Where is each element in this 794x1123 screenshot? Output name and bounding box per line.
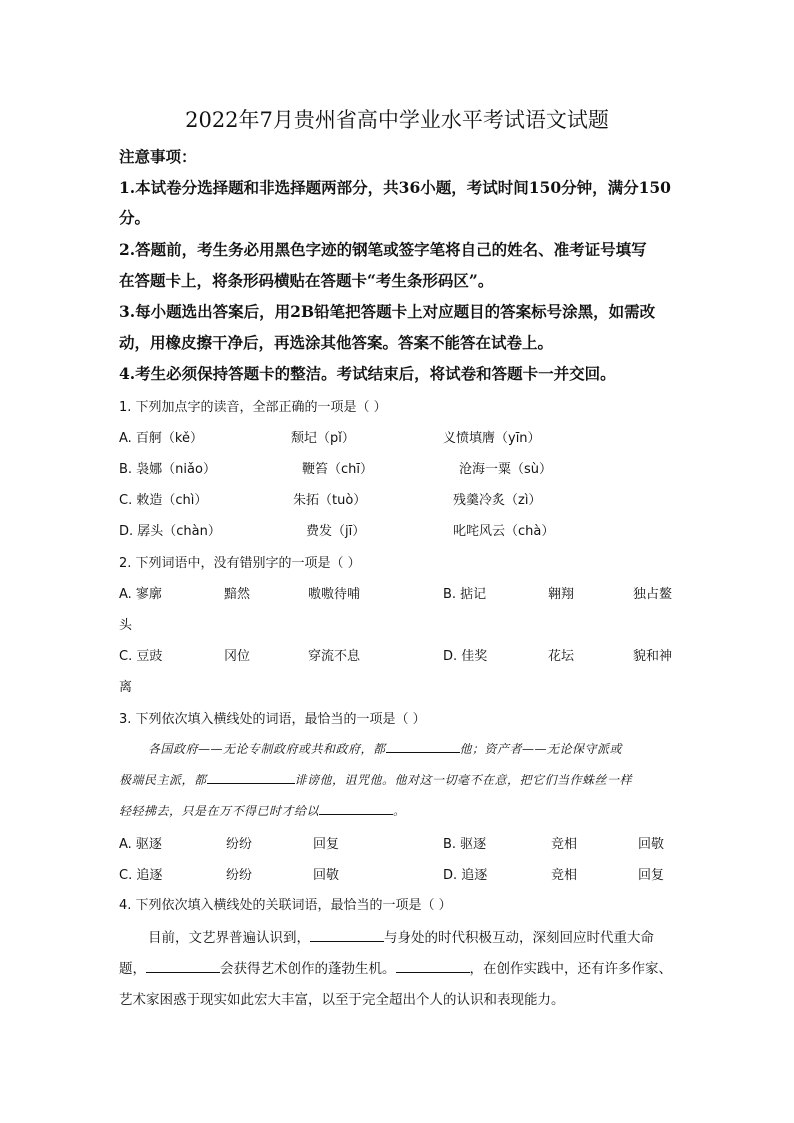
q3-passage-text: 轻轻拂去，只是在万不得已时才给以 — [119, 804, 320, 818]
notice-item-1: 1.本试卷分选择题和非选择题两部分，共36小题，考试时间150分钟，满分150 — [119, 178, 671, 197]
q1-stem: 1. 下列加点字的读音，全部正确的一项是（ ） — [119, 400, 387, 415]
q2-option-c-1: C. 豆豉 — [119, 649, 163, 664]
q3-option-b-2: 竞相 — [551, 837, 578, 852]
q4-stem: 4. 下列依次填入横线处的关联词语，最恰当的一项是（ ） — [119, 898, 452, 913]
q1-option-b-3: 沧海一粟（sù） — [459, 462, 553, 477]
q4-passage-text: ，在创作实践中，还有许多作家、 — [469, 961, 672, 977]
q3-passage-line-3 — [119, 802, 406, 819]
q3-option-d-3: 回复 — [638, 868, 665, 883]
blank-line — [310, 929, 384, 942]
q2-option-d-2: 花坛 — [548, 649, 575, 664]
notice-item-2-cont: 在答题卡上，将条形码横贴在答题卡“考生条形码区”。 — [119, 271, 494, 290]
q1-option-a-3: 义愤填膺（yīn） — [443, 431, 541, 446]
blank-line — [146, 960, 220, 973]
notice-item-3-cont: 动，用橡皮擦干净后，再选涂其他答案。答案不能答在试卷上。 — [119, 333, 554, 352]
q2-option-d-1: D. 佳奖 — [443, 649, 488, 664]
q2-option-b-3: 独占鳌 — [633, 587, 673, 602]
notice-item-4: 4.考生必须保持答题卡的整洁。考试结束后，将试卷和答题卡一并交回。 — [119, 364, 616, 383]
q3-passage-line-2 — [119, 771, 632, 788]
notice-item-1-cont: 分。 — [119, 208, 151, 227]
q2-option-a-1: A. 寥廓 — [119, 587, 162, 602]
q2-option-d-3-wrap: 离 — [119, 680, 133, 695]
q3-passage-text: 他；资产者——无论保守派或 — [459, 742, 623, 756]
q2-option-c-3: 穿流不息 — [308, 649, 361, 664]
notice-heading: 注意事项： — [119, 147, 197, 166]
q4-passage-line-3: 艺术家困惑于现实如此宏大丰富，以至于完全超出个人的认识和表现能力。 — [119, 992, 565, 1008]
page-title: 2022年7月贵州省高中学业水平考试语文试题 — [185, 108, 609, 132]
blank-line — [396, 960, 470, 973]
q3-option-d-2: 竞相 — [551, 868, 578, 883]
q3-passage-text: 极端民主派，都 — [119, 773, 207, 787]
q3-option-d-1: D. 追逐 — [443, 868, 488, 883]
q1-option-d-1: D. 孱头（chàn） — [119, 524, 221, 539]
q3-option-b-1: B. 驱逐 — [443, 837, 487, 852]
q3-stem: 3. 下列依次填入横线处的词语，最恰当的一项是（ ） — [119, 712, 426, 727]
q1-option-c-3: 残羹冷炙（zì） — [453, 493, 542, 508]
q3-option-b-3: 回敬 — [638, 837, 665, 852]
q2-option-a-3: 嗷嗷待哺 — [308, 587, 361, 602]
notice-item-2: 2.答题前，考生务必用黑色字迹的钢笔或签字笔将自己的姓名、准考证号填写 — [119, 240, 647, 259]
q1-option-a-2: 颓圮（pǐ） — [291, 431, 355, 446]
q2-option-d-3: 貌和神 — [633, 649, 673, 664]
blank-line — [386, 740, 460, 753]
q2-option-b-3-wrap: 头 — [119, 618, 133, 633]
q3-option-c-1: C. 追逐 — [119, 868, 163, 883]
q3-option-a-3: 回复 — [313, 837, 340, 852]
q3-passage-text: 各国政府——无论专制政府或共和政府，都 — [148, 742, 386, 756]
q3-option-c-2: 纷纷 — [226, 868, 253, 883]
q2-stem: 2. 下列词语中，没有错别字的一项是（ ） — [119, 556, 361, 571]
blank-line — [319, 802, 393, 815]
q3-passage-text: 。 — [393, 804, 406, 818]
q1-option-d-2: 费发（jī） — [306, 524, 366, 539]
q4-passage-text: 目前，文艺界普遍认识到， — [148, 930, 310, 946]
q1-option-c-1: C. 敕造（chì） — [119, 493, 208, 508]
q4-passage-text: 会获得艺术创作的蓬勃生机。 — [220, 961, 396, 977]
q1-option-b-1: B. 袅娜（niǎo） — [119, 462, 216, 477]
q2-option-a-2: 黯然 — [224, 587, 251, 602]
q1-option-a-1: A. 百舸（kě） — [119, 431, 203, 446]
q1-option-b-2: 鞭笞（chī） — [302, 462, 373, 477]
q4-passage-text: 题， — [119, 961, 146, 977]
q1-option-c-2: 朱拓（tuò） — [293, 493, 367, 508]
notice-item-3: 3.每小题选出答案后，用2B铅笔把答题卡上对应题目的答案标号涂黑，如需改 — [119, 302, 656, 321]
q4-passage-text: 与身处的时代积极互动，深刻回应时代重大命 — [384, 930, 654, 946]
q4-passage-line-2 — [119, 957, 672, 977]
q1-option-d-3: 叱咤风云（chà） — [453, 524, 555, 539]
q3-passage-text: 诽谤他，诅咒他。他对这一切毫不在意，把它们当作蛛丝一样 — [294, 773, 633, 787]
q3-option-a-1: A. 驱逐 — [119, 837, 162, 852]
q2-option-c-2: 冈位 — [224, 649, 251, 664]
q4-passage-line-1 — [148, 926, 654, 946]
q3-passage-line-1 — [148, 740, 622, 757]
blank-line — [207, 771, 295, 784]
q2-option-b-2: 翱翔 — [548, 587, 575, 602]
q2-option-b-1: B. 掂记 — [443, 587, 487, 602]
q3-option-c-3: 回敬 — [313, 868, 340, 883]
q3-option-a-2: 纷纷 — [226, 837, 253, 852]
